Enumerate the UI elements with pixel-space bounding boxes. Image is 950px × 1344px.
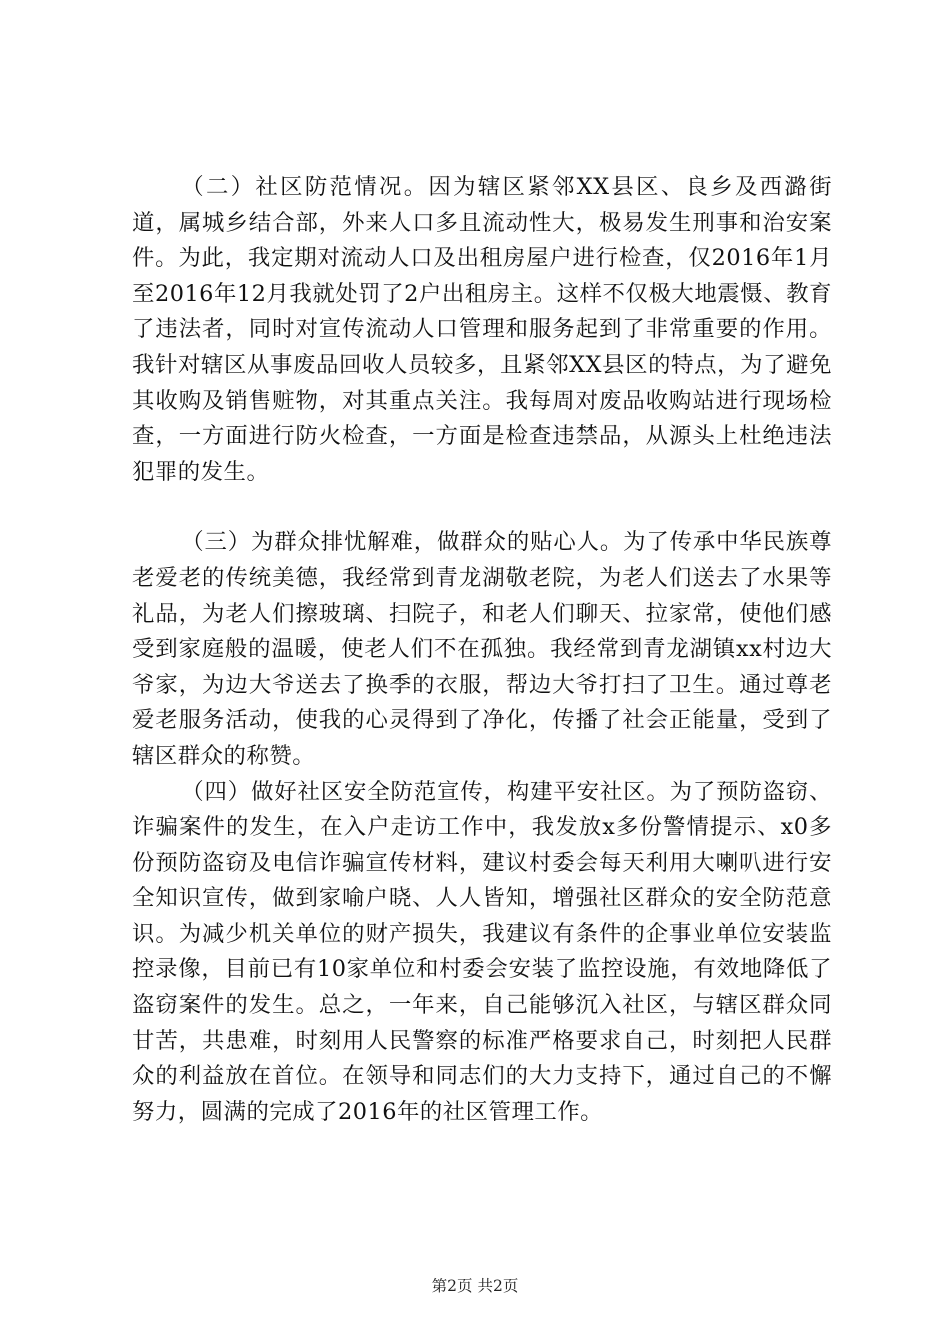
paragraph-safety-publicity: （四）做好社区安全防范宣传，构建平安社区。为了预防盗窃、诈骗案件的发生，在入户走访工作中，我发放x多份警情提示、x0多份预防盗窃及电信诈骗宣传材料，建议村委会每天利用大喇叭进行安全知识宣传，做到家喻户晓、人人皆知，增强社区群众的安全防范意识。为减少机关单位的财产损失，我建议有条件的企事业单位安装监控录像，目前已有10家单位和村委会安装了监控设施，有效地降低了盗窃案件的发生。总之，一年来，自己能够沉入社区，与辖区群众同甘苦，共患难，时刻用人民警察的标准严格要求自己，时刻把人民群众的利益放在首位。在领导和同志们的大力支持下，通过自己的不懈努力，圆满的完成了2016年的社区管理工作。 [132, 778, 832, 1125]
paragraph-helping-residents: （三）为群众排忧解难，做群众的贴心人。为了传承中华民族尊老爱老的传统美德，我经常到青龙湖敬老院，为老人们送去了水果等礼品，为老人们擦玻璃、扫院子，和老人们聊天、拉家常，使他们感受到家庭般的温暖，使老人们不在孤独。我经常到青龙湖镇xx村边大爷家，为边大爷送去了换季的衣服，帮边大爷打扫了卫生。通过尊老爱老服务活动，使我的心灵得到了净化，传播了社会正能量，受到了辖区群众的称赞。 [132, 529, 832, 769]
paragraph-community-prevention: （二）社区防范情况。因为辖区紧邻XX县区、良乡及西潞街道，属城乡结合部，外来人口多且流动性大，极易发生刑事和治安案件。为此，我定期对流动人口及出租房屋户进行检查，仅2016年1月至2016年12月我就处罚了2户出租房主。这样不仅极大地震慑、教育了违法者，同时对宣传流动人口管理和服务起到了非常重要的作用。我针对辖区从事废品回收人员较多，且紧邻XX县区的特点，为了避免其收购及销售赃物，对其重点关注。我每周对废品收购站进行现场检查，一方面进行防火检查，一方面是检查违禁品，从源头上杜绝违法犯罪的发生。 [132, 174, 832, 485]
document-body [132, 170, 832, 1130]
page-number-footer: 第2页 共2页 [431, 1277, 519, 1295]
